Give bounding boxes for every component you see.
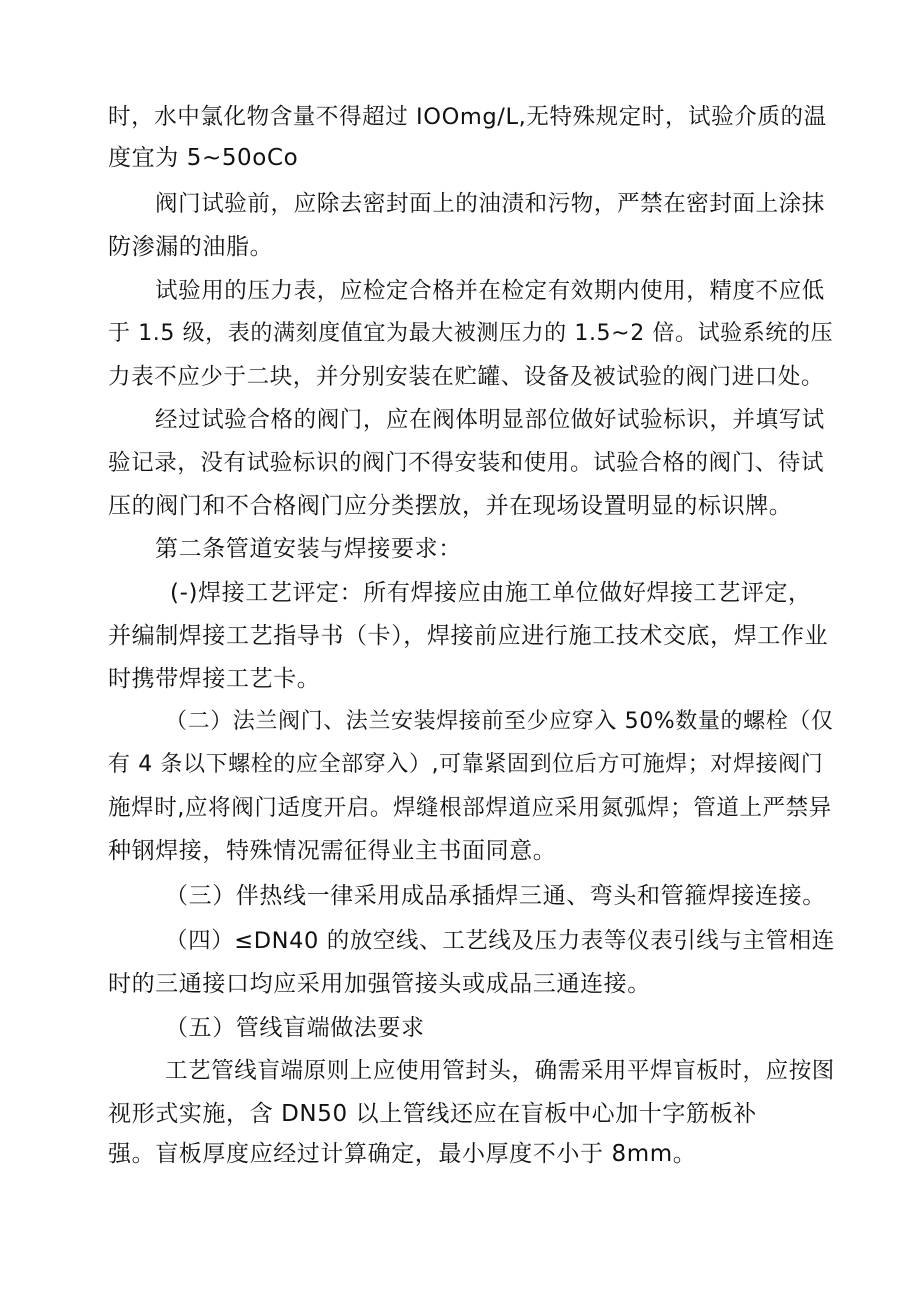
text-line-12: (-)焊接工艺评定：所有焊接应由施工单位做好焊接工艺评定， (170, 580, 812, 606)
text-line-5: 试验用的压力表，应检定合格并在检定有效期内使用，精度不应低 (155, 278, 825, 304)
text-line-6: 于 1.5 级，表的满刻度值宜为最大被测压力的 1.5~2 倍。试验系统的压 (108, 321, 834, 346)
text-line-15: （二）法兰阀门、法兰安装焊接前至少应穿入 50%数量的螺栓（仅 (165, 709, 834, 734)
text-line-19: （三）伴热线一律采用成品承插焊三通、弯头和管箍焊接连接。 (165, 883, 826, 909)
text-line-22: （五）管线盲端做法要求 (165, 1015, 425, 1041)
section-heading: 第二条管道安装与焊接要求： (155, 536, 462, 562)
text-line-20: （四）≤DN40 的放空线、工艺线及压力表等仪表引线与主管相连 (165, 928, 835, 954)
text-line-17: 施焊时,应将阀门适度开启。焊缝根部焊道应采用氮弧焊；管道上严禁异 (108, 795, 832, 821)
text-line-21: 时的三通接口均应采用加强管接头或成品三通连接。 (108, 971, 651, 997)
text-line-23: 工艺管线盲端原则上应使用管封头，确需采用平焊盲板时，应按图 (165, 1058, 835, 1084)
text-line-16: 有 4 条以下螺栓的应全部穿入）,可靠紧固到位后方可施焊；对焊接阀门 (108, 752, 824, 777)
text-line-18: 种钢焊接，特殊情况需征得业主书面同意。 (108, 838, 557, 864)
text-line-24: 视形式实施，含 DN50 以上管线还应在盲板中心加十字筋板补 (108, 1101, 757, 1127)
text-line-14: 时携带焊接工艺卡。 (108, 666, 321, 692)
text-line-7: 力表不应少于二块，并分别安装在贮罐、设备及被试验的阀门进口处。 (108, 364, 825, 390)
text-line-8: 经过试验合格的阀门，应在阀体明显部位做好试验标识，并填写试 (155, 407, 825, 433)
text-line-9: 验记录，没有试验标识的阀门不得安装和使用。试验合格的阀门、待试 (108, 450, 825, 476)
text-line-25: 强。盲板厚度应经过计算确定，最小厚度不小于 8mm。 (108, 1141, 697, 1167)
text-line-10: 压的阀门和不合格阀门应分类摆放，并在现场设置明显的标识牌。 (108, 493, 793, 519)
text-line-4: 防渗漏的油脂。 (108, 234, 274, 260)
text-line-1: 时，水中氯化物含量不得超过 IOOmg/L,无特殊规定时，试验介质的温 (108, 104, 827, 130)
text-line-2: 度宜为 5~50oCo (108, 145, 299, 171)
text-line-3: 阀门试验前，应除去密封面上的油渍和污物，严禁在密封面上涂抹 (155, 191, 825, 217)
text-line-13: 并编制焊接工艺指导书（卡），焊接前应进行施工技术交底，焊工作业 (108, 623, 829, 649)
